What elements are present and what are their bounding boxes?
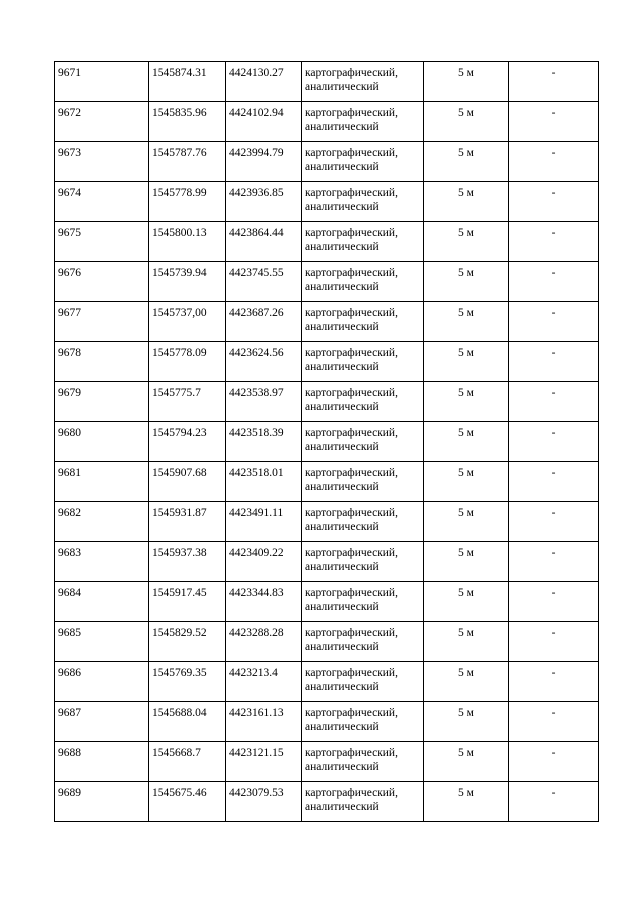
y-coordinate-cell: 4423936.85 bbox=[226, 182, 302, 222]
point-number-cell: 9677 bbox=[55, 302, 149, 342]
table-row bbox=[55, 382, 599, 422]
y-coordinate-cell: 4423624.56 bbox=[226, 342, 302, 382]
x-coordinate-cell: 1545737,00 bbox=[149, 302, 226, 342]
y-coordinate-cell: 4423994.79 bbox=[226, 142, 302, 182]
method-cell: картографический, аналитический bbox=[302, 702, 424, 742]
x-coordinate-cell: 1545800.13 bbox=[149, 222, 226, 262]
method-cell: картографический, аналитический bbox=[302, 222, 424, 262]
note-cell: - bbox=[509, 782, 599, 822]
y-coordinate-cell: 4423288.28 bbox=[226, 622, 302, 662]
x-coordinate-cell: 1545917.45 bbox=[149, 582, 226, 622]
note-cell: - bbox=[509, 182, 599, 222]
accuracy-cell: 5 м bbox=[424, 382, 509, 422]
accuracy-cell: 5 м bbox=[424, 662, 509, 702]
x-coordinate-cell: 1545794.23 bbox=[149, 422, 226, 462]
point-number-cell: 9674 bbox=[55, 182, 149, 222]
method-cell: картографический, аналитический bbox=[302, 262, 424, 302]
method-cell: картографический, аналитический bbox=[302, 502, 424, 542]
note-cell: - bbox=[509, 102, 599, 142]
accuracy-cell: 5 м bbox=[424, 782, 509, 822]
coordinates-table bbox=[54, 61, 599, 822]
y-coordinate-cell: 4423491.11 bbox=[226, 502, 302, 542]
point-number-cell: 9682 bbox=[55, 502, 149, 542]
method-cell: картографический, аналитический bbox=[302, 782, 424, 822]
y-coordinate-cell: 4423409.22 bbox=[226, 542, 302, 582]
table-row bbox=[55, 102, 599, 142]
accuracy-cell: 5 м bbox=[424, 422, 509, 462]
point-number-cell: 9676 bbox=[55, 262, 149, 302]
point-number-cell: 9678 bbox=[55, 342, 149, 382]
note-cell: - bbox=[509, 662, 599, 702]
point-number-cell: 9672 bbox=[55, 102, 149, 142]
point-number-cell: 9688 bbox=[55, 742, 149, 782]
accuracy-cell: 5 м bbox=[424, 302, 509, 342]
note-cell: - bbox=[509, 542, 599, 582]
x-coordinate-cell: 1545937.38 bbox=[149, 542, 226, 582]
note-cell: - bbox=[509, 342, 599, 382]
point-number-cell: 9686 bbox=[55, 662, 149, 702]
y-coordinate-cell: 4423079.53 bbox=[226, 782, 302, 822]
table-row bbox=[55, 302, 599, 342]
method-cell: картографический, аналитический bbox=[302, 622, 424, 662]
x-coordinate-cell: 1545769.35 bbox=[149, 662, 226, 702]
table-row bbox=[55, 462, 599, 502]
accuracy-cell: 5 м bbox=[424, 622, 509, 662]
x-coordinate-cell: 1545931.87 bbox=[149, 502, 226, 542]
y-coordinate-cell: 4423538.97 bbox=[226, 382, 302, 422]
y-coordinate-cell: 4423344.83 bbox=[226, 582, 302, 622]
method-cell: картографический, аналитический bbox=[302, 102, 424, 142]
note-cell: - bbox=[509, 622, 599, 662]
method-cell: картографический, аналитический bbox=[302, 542, 424, 582]
table-row bbox=[55, 422, 599, 462]
point-number-cell: 9679 bbox=[55, 382, 149, 422]
note-cell: - bbox=[509, 142, 599, 182]
accuracy-cell: 5 м bbox=[424, 222, 509, 262]
y-coordinate-cell: 4423518.39 bbox=[226, 422, 302, 462]
accuracy-cell: 5 м bbox=[424, 262, 509, 302]
accuracy-cell: 5 м bbox=[424, 462, 509, 502]
note-cell: - bbox=[509, 462, 599, 502]
point-number-cell: 9673 bbox=[55, 142, 149, 182]
table-row bbox=[55, 142, 599, 182]
note-cell: - bbox=[509, 262, 599, 302]
point-number-cell: 9675 bbox=[55, 222, 149, 262]
x-coordinate-cell: 1545775.7 bbox=[149, 382, 226, 422]
table-row bbox=[55, 542, 599, 582]
table-row bbox=[55, 582, 599, 622]
note-cell: - bbox=[509, 302, 599, 342]
accuracy-cell: 5 м bbox=[424, 582, 509, 622]
point-number-cell: 9684 bbox=[55, 582, 149, 622]
note-cell: - bbox=[509, 422, 599, 462]
y-coordinate-cell: 4423161.13 bbox=[226, 702, 302, 742]
method-cell: картографический, аналитический bbox=[302, 462, 424, 502]
method-cell: картографический, аналитический bbox=[302, 662, 424, 702]
y-coordinate-cell: 4423687.26 bbox=[226, 302, 302, 342]
table-row bbox=[55, 502, 599, 542]
x-coordinate-cell: 1545835.96 bbox=[149, 102, 226, 142]
point-number-cell: 9689 bbox=[55, 782, 149, 822]
y-coordinate-cell: 4424102.94 bbox=[226, 102, 302, 142]
y-coordinate-cell: 4423213.4 bbox=[226, 662, 302, 702]
method-cell: картографический, аналитический bbox=[302, 182, 424, 222]
note-cell: - bbox=[509, 582, 599, 622]
point-number-cell: 9683 bbox=[55, 542, 149, 582]
table-row bbox=[55, 222, 599, 262]
point-number-cell: 9685 bbox=[55, 622, 149, 662]
note-cell: - bbox=[509, 742, 599, 782]
x-coordinate-cell: 1545688.04 bbox=[149, 702, 226, 742]
coordinates-table-body bbox=[55, 62, 599, 822]
accuracy-cell: 5 м bbox=[424, 702, 509, 742]
x-coordinate-cell: 1545874.31 bbox=[149, 62, 226, 102]
table-row bbox=[55, 782, 599, 822]
y-coordinate-cell: 4423518.01 bbox=[226, 462, 302, 502]
point-number-cell: 9671 bbox=[55, 62, 149, 102]
accuracy-cell: 5 м bbox=[424, 742, 509, 782]
note-cell: - bbox=[509, 502, 599, 542]
table-row bbox=[55, 702, 599, 742]
x-coordinate-cell: 1545787.76 bbox=[149, 142, 226, 182]
x-coordinate-cell: 1545668.7 bbox=[149, 742, 226, 782]
note-cell: - bbox=[509, 62, 599, 102]
y-coordinate-cell: 4424130.27 bbox=[226, 62, 302, 102]
table-row bbox=[55, 262, 599, 302]
y-coordinate-cell: 4423745.55 bbox=[226, 262, 302, 302]
accuracy-cell: 5 м bbox=[424, 102, 509, 142]
x-coordinate-cell: 1545829.52 bbox=[149, 622, 226, 662]
accuracy-cell: 5 м bbox=[424, 342, 509, 382]
x-coordinate-cell: 1545778.09 bbox=[149, 342, 226, 382]
note-cell: - bbox=[509, 702, 599, 742]
method-cell: картографический, аналитический bbox=[302, 302, 424, 342]
table-row bbox=[55, 182, 599, 222]
method-cell: картографический, аналитический bbox=[302, 582, 424, 622]
table-row bbox=[55, 742, 599, 782]
accuracy-cell: 5 м bbox=[424, 182, 509, 222]
x-coordinate-cell: 1545739.94 bbox=[149, 262, 226, 302]
y-coordinate-cell: 4423121.15 bbox=[226, 742, 302, 782]
method-cell: картографический, аналитический bbox=[302, 742, 424, 782]
note-cell: - bbox=[509, 382, 599, 422]
table-row bbox=[55, 622, 599, 662]
y-coordinate-cell: 4423864.44 bbox=[226, 222, 302, 262]
table-row bbox=[55, 342, 599, 382]
accuracy-cell: 5 м bbox=[424, 142, 509, 182]
x-coordinate-cell: 1545778.99 bbox=[149, 182, 226, 222]
method-cell: картографический, аналитический bbox=[302, 382, 424, 422]
table-row bbox=[55, 62, 599, 102]
note-cell: - bbox=[509, 222, 599, 262]
point-number-cell: 9681 bbox=[55, 462, 149, 502]
x-coordinate-cell: 1545675.46 bbox=[149, 782, 226, 822]
method-cell: картографический, аналитический bbox=[302, 62, 424, 102]
accuracy-cell: 5 м bbox=[424, 62, 509, 102]
point-number-cell: 9680 bbox=[55, 422, 149, 462]
table-row bbox=[55, 662, 599, 702]
point-number-cell: 9687 bbox=[55, 702, 149, 742]
accuracy-cell: 5 м bbox=[424, 542, 509, 582]
method-cell: картографический, аналитический bbox=[302, 342, 424, 382]
method-cell: картографический, аналитический bbox=[302, 422, 424, 462]
method-cell: картографический, аналитический bbox=[302, 142, 424, 182]
accuracy-cell: 5 м bbox=[424, 502, 509, 542]
x-coordinate-cell: 1545907.68 bbox=[149, 462, 226, 502]
